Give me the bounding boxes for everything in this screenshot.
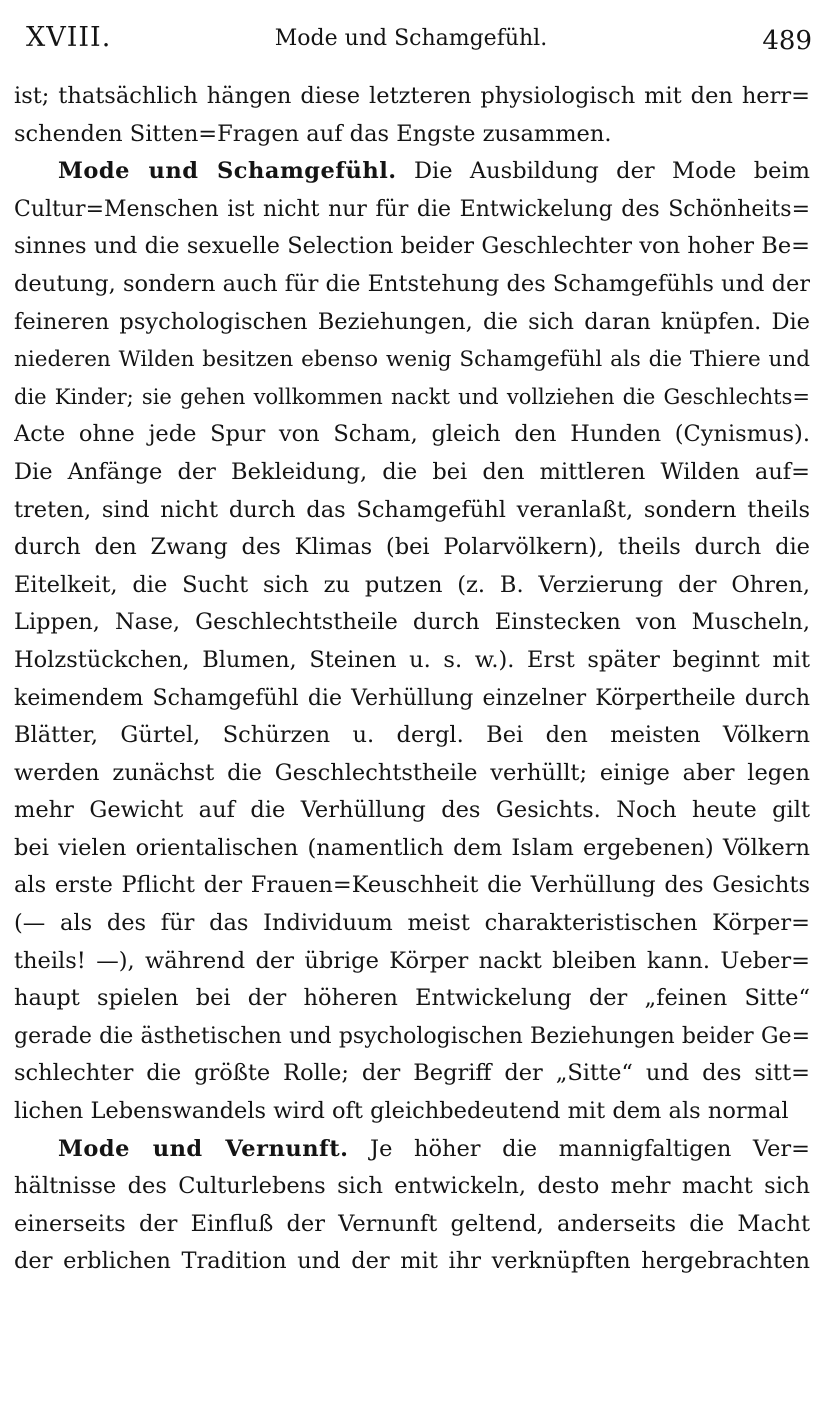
- text-line: einerseits der Einfluß der Vernunft geltend, anderseits die Macht: [14, 1210, 810, 1237]
- text-line: hältnisse des Culturlebens sich entwickeln, desto mehr macht sich: [14, 1173, 810, 1200]
- text-line: lichen Lebenswandels wird oft gleichbedeutend mit dem als normal: [14, 1098, 789, 1125]
- text-line: mehr Gewicht auf die Verhüllung des Gesichts. Noch heute gilt: [14, 797, 810, 824]
- text-line: der erblichen Tradition und der mit ihr verknüpften hergebrachten: [14, 1248, 810, 1275]
- text-line: Acte ohne jede Spur von Scham, gleich den Hunden (Cynismus).: [14, 421, 810, 448]
- paragraph-first-line: [14, 153, 810, 191]
- text-line: haupt spielen bei der höheren Entwickelung der „feinen Sitte“: [14, 985, 810, 1012]
- text-line: niederen Wilden besitzen ebenso wenig Schamgefühl als die Thiere und: [14, 347, 810, 373]
- text-line: treten, sind nicht durch das Schamgefühl veranlaßt, sondern theils: [14, 496, 810, 523]
- text-line: Blätter, Gürtel, Schürzen u. dergl. Bei den meisten Völkern: [14, 722, 810, 749]
- text-line: Lippen, Nase, Geschlechtstheile durch Einstecken von Muscheln,: [14, 609, 810, 636]
- text-line: schenden Sitten=Fragen auf das Engste zusammen.: [14, 120, 612, 147]
- text-run: Je höher die mannigfaltigen Ver=: [370, 1135, 810, 1162]
- text-line: werden zunächst die Geschlechtstheile verhüllt; einige aber legen: [14, 759, 810, 786]
- running-header: [0, 22, 822, 58]
- text-line: sinnes und die sexuelle Selection beider Geschlechter von hoher Be=: [14, 233, 810, 260]
- text-line: Holzstückchen, Blumen, Steinen u. s. w.). Erst später beginnt mit: [14, 646, 810, 673]
- page-number: 489: [762, 26, 812, 56]
- paragraph-1: [14, 78, 810, 153]
- text-line: keimendem Schamgefühl die Verhüllung einzelner Körpertheile durch: [14, 685, 810, 711]
- section-heading-mode-und-vernunft: Mode und Vernunft.: [58, 1135, 349, 1162]
- text-line: feineren psychologischen Beziehungen, die sich daran knüpfen. Die: [14, 308, 810, 335]
- text-line: bei vielen orientalischen (namentlich dem Islam ergebenen) Völkern: [14, 834, 810, 861]
- running-title: Mode und Schamgefühl.: [274, 26, 548, 51]
- text-line: gerade die ästhetischen und psychologischen Beziehungen beider Ge=: [14, 1023, 810, 1049]
- paragraph-3: [14, 1131, 810, 1281]
- text-line: als erste Pflicht der Frauen=Keuschheit die Verhüllung des Gesichts: [14, 872, 810, 899]
- paragraph-2: [14, 153, 810, 1130]
- text-line: die Kinder; sie gehen vollkommen nackt und vollziehen die Geschlechts=: [14, 384, 810, 409]
- text-line: deutung, sondern auch für die Entstehung des Schamgefühls und der: [14, 270, 810, 297]
- chapter-number: XVIII.: [26, 22, 112, 53]
- body-text: [14, 78, 810, 1281]
- section-heading-mode-und-schamgefuehl: Mode und Schamgefühl.: [58, 158, 397, 185]
- paragraph-first-line: [14, 1131, 810, 1169]
- text-line: schlechter die größte Rolle; der Begriff der „Sitte“ und des sitt=: [14, 1060, 810, 1087]
- text-line: (— als des für das Individuum meist charakteristischen Körper=: [14, 910, 810, 937]
- text-line: theils! —), während der übrige Körper nackt bleiben kann. Ueber=: [14, 947, 810, 974]
- text-line: ist; thatsächlich hängen diese letzteren physiologisch mit den herr=: [14, 83, 810, 109]
- text-line: durch den Zwang des Klimas (bei Polarvölkern), theils durch die: [14, 534, 810, 561]
- text-run: Die Ausbildung der Mode beim: [413, 158, 810, 185]
- text-line: Die Anfänge der Bekleidung, die bei den mittleren Wilden auf=: [14, 458, 810, 485]
- text-line: Cultur=Menschen ist nicht nur für die Entwickelung des Schönheits=: [14, 196, 810, 222]
- text-line: Eitelkeit, die Sucht sich zu putzen (z. B. Verzierung der Ohren,: [14, 571, 810, 598]
